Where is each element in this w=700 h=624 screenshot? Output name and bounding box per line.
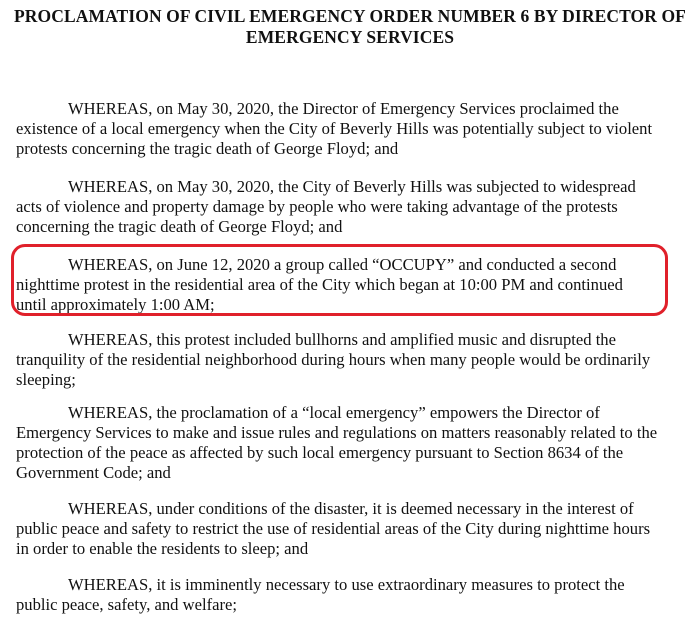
whereas-paragraph <box>16 403 691 483</box>
paragraph-line: sleeping; <box>16 370 76 389</box>
whereas-paragraph <box>16 99 691 159</box>
paragraph-line: public peace, safety, and welfare; <box>16 595 237 614</box>
whereas-paragraph <box>16 177 691 237</box>
paragraph-line: WHEREAS, this protest included bullhorns and amplified music and disrupted the <box>68 330 616 349</box>
red-highlight-box <box>11 244 668 316</box>
whereas-paragraph <box>16 330 691 390</box>
paragraph-line: tranquility of the residential neighborhood during hours when many people would be ordinarily <box>16 350 651 369</box>
title-line: PROCLAMATION OF CIVIL EMERGENCY ORDER NUMBER 6 BY DIRECTOR OF <box>14 6 686 26</box>
paragraph-line: WHEREAS, it is imminently necessary to use extraordinary measures to protect the <box>68 575 625 594</box>
paragraph-line: in order to enable the residents to sleep; and <box>16 539 309 558</box>
whereas-paragraph <box>16 575 691 615</box>
paragraph-line: WHEREAS, on June 12, 2020 a group called “OCCUPY” and conducted a second <box>68 255 617 274</box>
title-line: EMERGENCY SERVICES <box>245 27 455 47</box>
paragraph-line: nighttime protest in the residential area of the City which began at 10:00 PM and continued <box>16 275 623 294</box>
paragraph-line: acts of violence and property damage by people who were taking advantage of the protests <box>16 197 618 216</box>
paragraph-line: Emergency Services to make and issue rules and regulations on matters reasonably related to the <box>16 423 658 442</box>
paragraph-line: public peace and safety to restrict the use of residential areas of the City during nighttime hours <box>16 519 651 538</box>
whereas-paragraph <box>16 499 691 559</box>
paragraph-line: protection of the peace as affected by such local emergency pursuant to Section 8634 of the <box>16 443 624 462</box>
paragraph-line: until approximately 1:00 AM; <box>16 295 215 314</box>
paragraph-line: Government Code; and <box>16 463 171 482</box>
paragraph-line: WHEREAS, under conditions of the disaster, it is deemed necessary in the interest of <box>68 499 634 518</box>
paragraph-line: WHEREAS, on May 30, 2020, the City of Beverly Hills was subjected to widespread <box>68 177 636 196</box>
document-title <box>0 6 700 48</box>
paragraph-line: WHEREAS, on May 30, 2020, the Director of Emergency Services proclaimed the <box>68 99 619 118</box>
paragraph-line: WHEREAS, the proclamation of a “local emergency” empowers the Director of <box>68 403 600 422</box>
paragraph-line: existence of a local emergency when the City of Beverly Hills was potentially subject to violent <box>16 119 653 138</box>
paragraph-line: protests concerning the tragic death of George Floyd; and <box>16 139 399 158</box>
paragraph-line: concerning the tragic death of George Floyd; and <box>16 217 343 236</box>
